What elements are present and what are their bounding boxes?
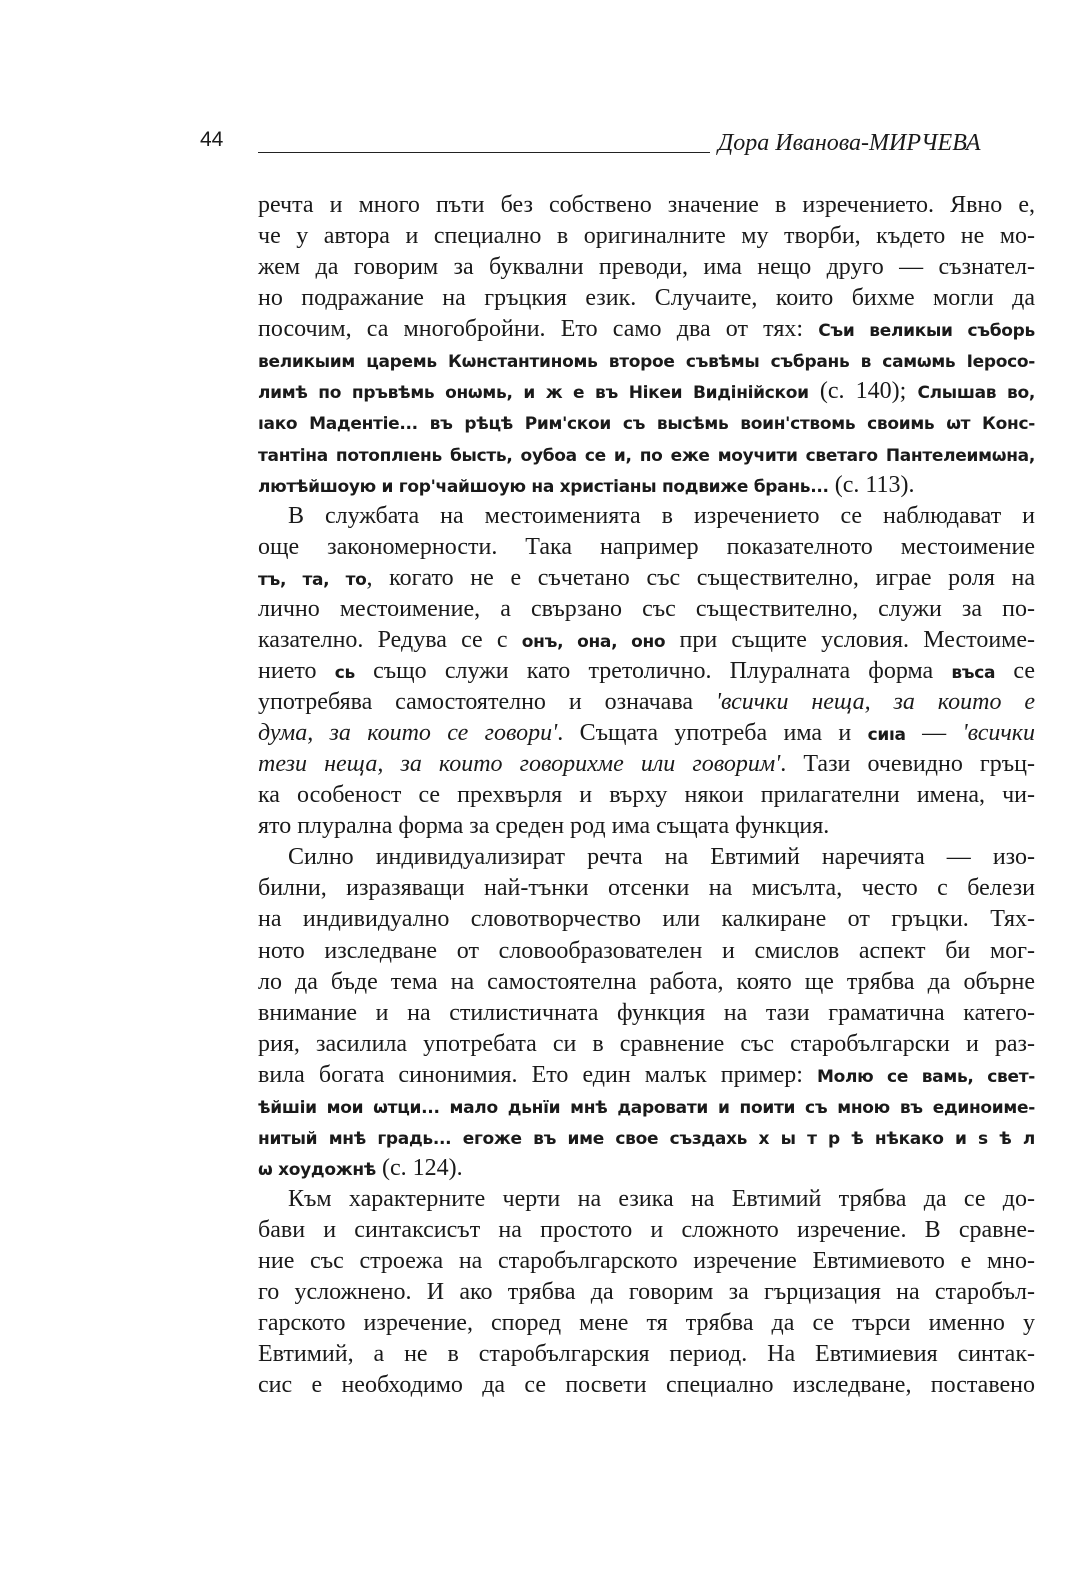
slavonic-quote: ѣйшіи мои ωтци... мало дьнїи мнѣ даровати и поити съ мною въ единоиме- — [258, 1097, 1035, 1118]
text-line — [258, 1215, 1035, 1246]
text-line — [258, 1370, 1035, 1401]
slavonic-quote: лимѣ по пръвѣмь онωмь, и ж е въ Нікеи Видінійскои — [258, 383, 809, 404]
header-rule — [258, 152, 710, 153]
text-line — [258, 1122, 1035, 1153]
text-run: но подражание на гръцкия език. Случаите, които бихме могли да — [258, 285, 1035, 312]
text-run: го усложнено. И ако трябва да говорим за гърцизация на старобъл- — [258, 1279, 1035, 1306]
text-run: речта и много пъти без собствено значение в изречението. Явно е, — [258, 192, 1035, 218]
slavonic-quote: Съи великыи съборь — [818, 321, 1035, 342]
text-run: казателно. Редува се с — [258, 626, 522, 653]
text-run: посочим, са многобройни. Ето само два от тях: — [258, 316, 819, 343]
text-line — [258, 998, 1035, 1029]
text-run: внимание и на стилистичната функция на тази граматична катего- — [258, 999, 1035, 1026]
slavonic-quote: нитый мнѣ градь... егоже въ име свое създахь х ы т р ѣ нѣкако и ѕ ѣ л — [258, 1128, 1035, 1149]
text-run: , когато не е съчетано със съществително, играе роля на — [366, 564, 1035, 591]
text-line — [258, 1277, 1035, 1308]
text-line — [258, 936, 1035, 967]
text-run: бави и синтаксисът на простото и сложното изречение. В сравне- — [258, 1217, 1035, 1244]
slavonic-quote: лютѣйшоую и гор'чайшоую на христіаны подвиже брань... — [258, 476, 829, 497]
text-line — [258, 283, 1035, 314]
text-run: — — [905, 720, 963, 747]
italic-gloss: 'всички неща, за които е — [715, 689, 1035, 715]
text-run: рия, засилила употребата си в сравнение със старобългарски и раз- — [258, 1030, 1035, 1057]
text-run: В службата на местоименията в изречението се наблюдават и — [288, 502, 1035, 529]
text-line — [258, 625, 1035, 656]
text-run: лично местоимение, а свързано със съществително, служи за по- — [258, 595, 1035, 622]
text-run: ято плурална форма за среден род има същата функция. — [258, 813, 830, 840]
text-run: още закономерности. Така например показателното местоимение — [258, 533, 1035, 560]
text-line — [258, 314, 1035, 345]
text-run: Евтимий, а не в старобългарския период. На Евтимиевия синтак- — [258, 1341, 1035, 1368]
text-run: ло да бъде тема на самостоятелна работа, която ще трябва да обърне — [258, 968, 1035, 995]
slavonic-quote: ω хоудожнѣ — [258, 1159, 377, 1180]
text-run: употребява самостоятелно и означава — [258, 689, 716, 715]
text-run: на индивидуално словотворчество или калкиране от гръцки. Тях- — [258, 906, 1035, 933]
slavonic-quote: Слышав во, — [917, 383, 1035, 404]
slavonic-quote: тантіна потоплıень бысть, оубоа се и, по еже моучити светаго Пантелеимωна, — [258, 445, 1035, 466]
text-run: жем да говорим за буквални преводи, има нещо друго — съзнател- — [258, 254, 1035, 281]
text-line — [258, 1246, 1035, 1277]
text-line — [258, 252, 1035, 283]
text-line — [258, 376, 1035, 407]
text-run: Към характерните черти на езика на Евтимий трябва да се до- — [288, 1186, 1035, 1212]
text-line — [258, 1184, 1035, 1215]
text-line — [258, 470, 1035, 501]
text-line — [258, 842, 1035, 873]
text-line — [258, 345, 1035, 376]
body-text — [258, 190, 1035, 1401]
text-run: се — [995, 657, 1035, 684]
text-run: (с. 113). — [828, 471, 915, 498]
text-run: (с. 140); — [808, 378, 918, 405]
text-line — [258, 407, 1035, 438]
text-run: при същите условия. Местоиме- — [665, 626, 1035, 653]
text-line — [258, 1153, 1035, 1184]
text-line — [258, 190, 1035, 221]
slavonic-quote: въса — [951, 662, 996, 683]
text-line — [258, 1060, 1035, 1091]
text-line — [258, 1308, 1035, 1339]
text-line — [258, 656, 1035, 687]
text-line — [258, 532, 1035, 563]
text-line — [258, 439, 1035, 470]
text-line — [258, 904, 1035, 935]
text-line — [258, 563, 1035, 594]
text-run: вила богата синонимия. Ето един малък пример: — [258, 1061, 817, 1088]
text-run: ка особеност се прехвърля и върху някои прилагателни имена, чи- — [258, 782, 1035, 809]
text-run: билни, изразяващи най-тънки отсенки на мисълта, често с белези — [258, 875, 1035, 902]
text-run: . Същата употреба има и — [557, 720, 868, 747]
text-run: нието — [258, 657, 335, 684]
text-line — [258, 749, 1035, 780]
slavonic-quote: ıако Мадентіе... въ рѣцѣ Рим'скои съ высѣмь воин'ствомь своимь ωт Конс- — [258, 414, 1035, 435]
text-line — [258, 967, 1035, 998]
running-title: Дора Иванова-МИРЧЕВА — [718, 130, 981, 156]
text-run: Силно индивидуализират речта на Евтимий наречията — изо- — [288, 844, 1035, 871]
slavonic-quote: сиıа — [867, 725, 906, 746]
text-run: (с. 124). — [376, 1154, 463, 1181]
slavonic-quote: Молю се вамь, свет- — [817, 1066, 1036, 1087]
slavonic-quote: великыим царемь Кωнстантиномь второе съвѣмы събрань в самωмь Іеросо- — [258, 352, 1035, 373]
page-number: 44 — [200, 128, 224, 151]
text-run: . Тази очевидно гръц- — [780, 751, 1035, 778]
text-run: гарското изречение, според мене тя трябва да се търси именно у — [258, 1310, 1035, 1337]
slavonic-quote: тъ, та, то — [258, 569, 367, 590]
italic-gloss: 'всички — [962, 720, 1036, 747]
text-line — [258, 1029, 1035, 1060]
slavonic-quote: сь — [334, 662, 355, 683]
italic-gloss: дума, за които се говори' — [258, 720, 558, 747]
text-run: ното изследване от словообразователен и смислов аспект би мог- — [258, 937, 1035, 964]
text-line — [258, 221, 1035, 252]
text-line — [258, 1091, 1035, 1122]
text-run: че у автора и специално в оригиналните му творби, където не мо- — [258, 223, 1035, 250]
text-line — [258, 873, 1035, 904]
text-line — [258, 718, 1035, 749]
text-line — [258, 501, 1035, 532]
text-run: сис е необходимо да се посвети специално изследване, поставено — [258, 1372, 1035, 1399]
text-line — [258, 780, 1035, 811]
text-line — [258, 1339, 1035, 1370]
text-run: също служи като третолично. Плуралната форма — [354, 657, 952, 684]
text-run: ние със строежа на старобългарското изречение Евтимиевото е мно- — [258, 1248, 1035, 1275]
text-line — [258, 594, 1035, 625]
text-line — [258, 811, 1035, 842]
text-line — [258, 687, 1035, 718]
slavonic-quote: онъ, она, оно — [521, 631, 666, 652]
italic-gloss: тези неща, за които говорихме или говорим' — [258, 751, 781, 778]
